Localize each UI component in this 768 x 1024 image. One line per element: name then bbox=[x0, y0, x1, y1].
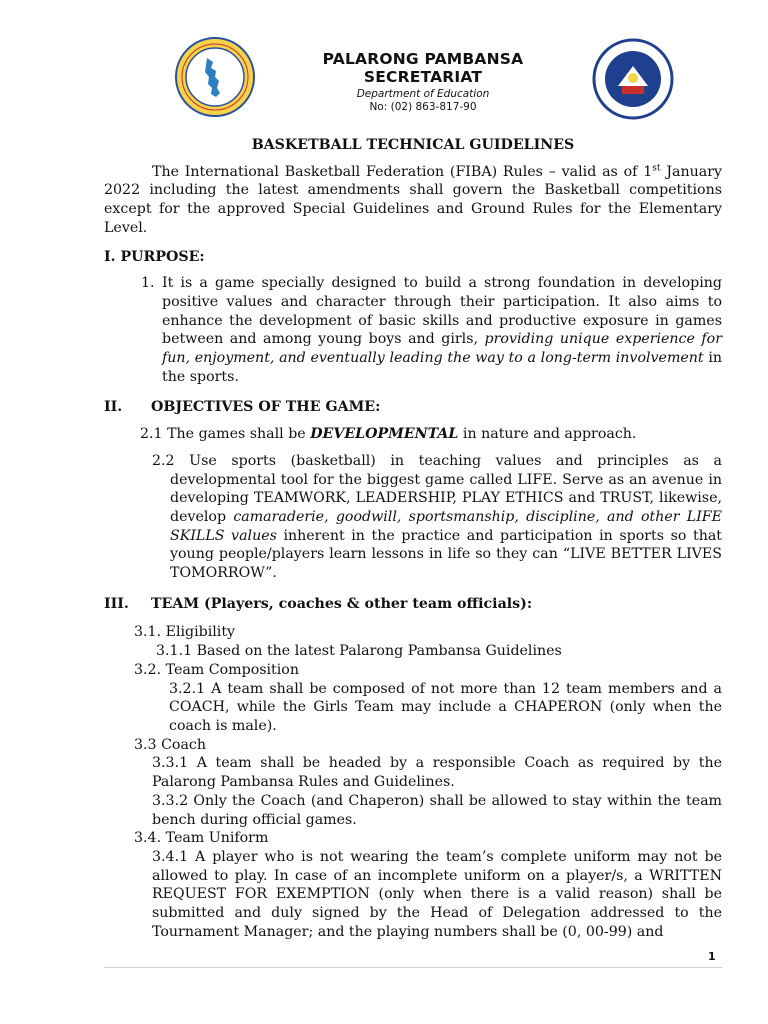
deped-seal-icon bbox=[592, 38, 674, 120]
phone-number: No: (02) 863-817-90 bbox=[369, 101, 477, 113]
obj22-text-b: inherent in the practice and participation in sports so that young people/players learn lessons in life so they can “LIVE BETTER LIVES TOMORROW”. bbox=[170, 527, 722, 582]
intro-text-b: January 2022 including the latest amendments shall govern the Basketball competitions except for the approved Special Guidelines and Ground Rules for the Elementary Level. bbox=[104, 163, 722, 236]
footer-divider bbox=[104, 967, 722, 968]
section-heading-objectives bbox=[104, 398, 722, 417]
palarong-pambansa-seal-icon bbox=[174, 36, 256, 118]
intro-paragraph bbox=[104, 163, 722, 238]
obj22-text-a: 2.2 Use sports (basketball) in teaching values and principles as a developmental tool for the biggest game called LIFE. Serve as an avenue in developing TEAMWORK, LEADERSHIP, PLAY ETHICS and TRUST, likewise, develop bbox=[152, 452, 722, 525]
purpose-text-italic: providing unique experience for fun, enjoyment, and eventually leading the way to a long-term involvement bbox=[162, 331, 722, 367]
section-heading-text: TEAM (Players, coaches & other team officials): bbox=[151, 595, 533, 612]
purpose-item bbox=[104, 274, 722, 386]
secretariat-title: PALARONG PAMBANSA SECRETARIAT bbox=[322, 50, 524, 86]
objective-2-1 bbox=[104, 425, 722, 444]
section-heading-team bbox=[104, 595, 722, 614]
subsection-coach: 3.3 Coach bbox=[134, 736, 207, 753]
section-number: II. bbox=[104, 399, 123, 416]
objective-2-2 bbox=[104, 452, 722, 583]
obj22-text-italic: camaraderie, goodwill, sportsmanship, discipline, and other LIFE SKILLS values bbox=[170, 508, 722, 544]
obj21-emphasis: DEVELOPMENTAL bbox=[310, 426, 459, 443]
purpose-text-a: It is a game specially designed to build a strong foundation in developing positive values and character through their participation. It also aims to enhance the development of basic skills and productive exposure in games between and among young boys and girls, bbox=[162, 275, 722, 348]
item-3-3-2: 3.3.2 Only the Coach (and Chaperon) shall be allowed to stay within the team bench during official games. bbox=[152, 792, 722, 828]
item-3-1-1: 3.1.1 Based on the latest Palarong Pambansa Guidelines bbox=[156, 643, 562, 660]
section-heading-text: OBJECTIVES OF THE GAME: bbox=[151, 399, 381, 416]
item-3-4-1: 3.4.1 A player who is not wearing the team’s complete uniform may not be allowed to play. In case of an incomplete uniform on a player/s, a WRITTEN REQUEST FOR EXEMPTION (only when there is a valid reason) shall be submitted and duly signed by the Head of Delegation addressed to the Tournament Manager; and the playing numbers shall be (0, 00-99) and bbox=[152, 848, 722, 940]
intro-superscript: st bbox=[652, 162, 661, 173]
section-heading-purpose: I. PURPOSE: bbox=[104, 248, 205, 265]
purpose-item-number: 1. bbox=[141, 275, 155, 292]
obj21-text-a: 2.1 The games shall be bbox=[140, 426, 311, 443]
letterhead bbox=[0, 0, 768, 113]
department-name: Department of Education bbox=[356, 88, 490, 100]
obj21-text-b: in nature and approach. bbox=[458, 426, 637, 443]
subsection-team-uniform: 3.4. Team Uniform bbox=[134, 830, 269, 847]
item-3-2-1: 3.2.1 A team shall be composed of not more than 12 team members and a COACH, while the Girls Team may include a CHAPERON (only when the coach is male). bbox=[169, 680, 722, 734]
intro-text-a: The International Basketball Federation (FIBA) Rules – valid as of 1 bbox=[152, 163, 653, 180]
subsection-team-composition: 3.2. Team Composition bbox=[134, 661, 299, 678]
section-number: III. bbox=[104, 595, 129, 612]
document-body bbox=[104, 136, 722, 941]
document-title: BASKETBALL TECHNICAL GUIDELINES bbox=[251, 137, 575, 153]
purpose-text-b: in the sports. bbox=[162, 350, 722, 385]
subsection-eligibility: 3.1. Eligibility bbox=[134, 624, 236, 641]
item-3-3-1: 3.3.1 A team shall be headed by a responsible Coach as required by the Palarong Pambansa Rules and Guidelines. bbox=[152, 755, 722, 791]
page-number: 1 bbox=[708, 950, 716, 963]
